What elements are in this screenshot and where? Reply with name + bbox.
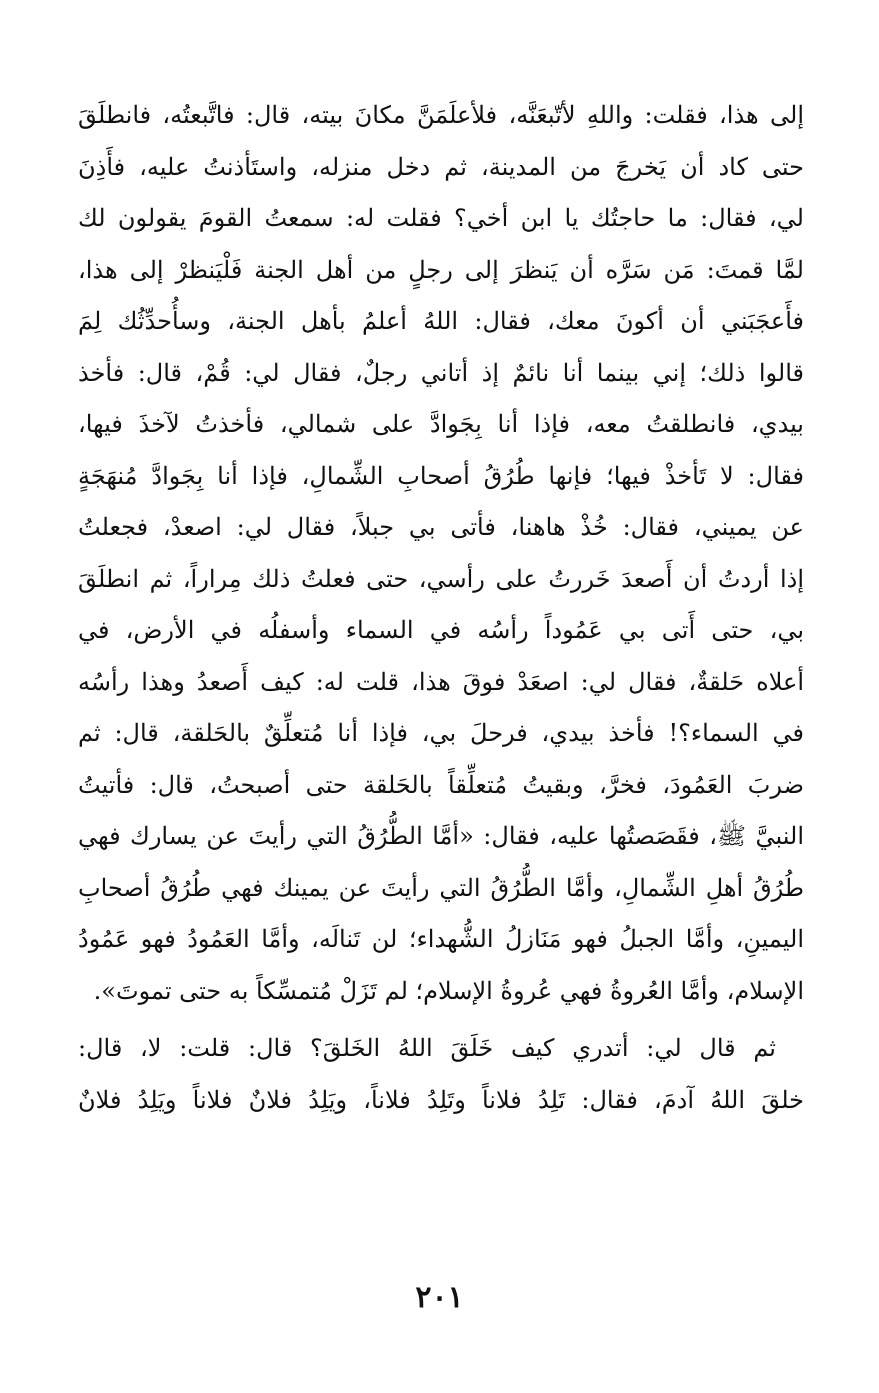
text-line: لي، فقال: ما حاجتُك يا ابن أخي؟ فقلت له: سمعتُ القومَ يقولون لك <box>78 204 804 232</box>
text-line: فقال: لا تَأخذْ فيها؛ فإنها طُرُقُ أصحابِ الشِّمالِ، فإذا أنا بِجَوادَّ مُنهَجَةٍ <box>78 461 804 490</box>
text-line: خلقَ اللهُ آدمَ، فقال: تَلِدُ فلاناً وتَلِدُ فلاناً، ويَلِدُ فلانٌ فلاناً ويَلِدُ فلانٌ <box>78 1085 804 1114</box>
body-text <box>78 90 804 1126</box>
text-line: ضربَ العَمُودَ، فخرَّ، وبقيتُ مُتعلِّقاً بالحَلقة حتى أصبحتُ، قال: فأتيتُ <box>78 770 804 799</box>
text-line: بيدي، فانطلقتُ معه، فإذا أنا بِجَوادَّ على شمالي، فأخذتُ لآخذَ فيها، <box>78 410 804 438</box>
text-line: أعلاه حَلقةٌ، فقال لي: اصعَدْ فوقَ هذا، قلت له: كيف أَصعدُ وهذا رأسُه <box>78 667 804 696</box>
text-line: الإسلام، وأمَّا العُروةُ فهي عُروةُ الإسلام؛ لم تَزَلْ مُتمسِّكاً به حتى تموتَ». <box>93 976 804 1005</box>
text-line: النبيَّ ﷺ، فقَصَصتُها عليه، فقال: «أمَّا الطُّرُقُ التي رأيتَ عن يسارك فهي <box>78 822 804 850</box>
text-line: إذا أردتُ أن أَصعدَ خَررتُ على رأسي، حتى فعلتُ ذلك مِراراً، ثم انطلَقَ <box>78 564 804 593</box>
text-line: اليمينِ، وأمَّا الجبلُ فهو مَنَازلُ الشُّهداء؛ لن تَنالَه، وأمَّا العَمُودُ فهو عَمُودُ <box>78 925 804 953</box>
text-line: طُرُقُ أهلِ الشِّمالِ، وأمَّا الطُّرُقُ التي رأيتَ عن يمينك فهي طُرُقُ أصحابِ <box>78 873 804 902</box>
text-line: عن يميني، فقال: خُذْ هاهنا، فأتى بي جبلاً، فقال لي: اصعدْ، فجعلتُ <box>78 513 804 541</box>
text-line: ثم قال لي: أتدري كيف خَلَقَ اللهُ الخَلقَ؟ قال: قلت: لا، قال: <box>78 1034 776 1062</box>
text-line: في السماء؟! فأخذ بيدي، فرحلَ بي، فإذا أنا مُتعلِّقٌ بالحَلقة، قال: ثم <box>78 719 804 747</box>
text-line: حتى كاد أن يَخرجَ من المدينة، ثم دخل منزله، واستَأذنتُ عليه، فأَذِنَ <box>78 152 804 181</box>
text-line: قالوا ذلك؛ إني بينما أنا نائمٌ إذ أتاني رجلٌ، فقال لي: قُمْ، قال: فأخذ <box>78 358 804 387</box>
page-number: ٢٠١ <box>415 1280 464 1315</box>
text-line: لمَّا قمتَ: مَن سَرَّه أن يَنظرَ إلى رجلٍ من أهل الجنة فَلْيَنظرْ إلى هذا، <box>78 255 804 284</box>
text-line: فأَعجَبَني أن أكونَ معك، فقال: اللهُ أعلمُ بأهل الجنة، وسأُحدِّثُك لِمَ <box>78 307 804 335</box>
text-line: بي، حتى أَتى بي عَمُوداً رأسُه في السماء وأسفلُه في الأرض، في <box>78 616 804 644</box>
text-line: إلى هذا، فقلت: واللهِ لأتّبعَنَّه، فلأعلَمَنَّ مكانَ بيته، قال: فاتَّبعتُه، فانطلَقَ <box>78 101 804 129</box>
